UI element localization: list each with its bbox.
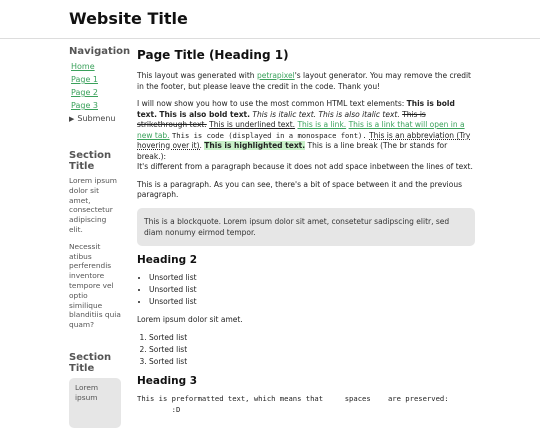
text: I will now show you how to use the most common HTML text elements: — [137, 99, 407, 108]
pre-line: :D — [137, 405, 181, 414]
list-item: 3. Sorted list — [149, 356, 475, 368]
elements-paragraph — [137, 99, 475, 173]
triangle-right-icon: ▶ — [69, 115, 75, 123]
section-text: Lorem ipsum dolor sit amet, consectetur adipiscing elit. — [69, 176, 117, 234]
site-title: Website Title — [69, 9, 188, 28]
list-item: • Unsorted list — [149, 284, 475, 296]
new-tab-link[interactable]: This is a link that will open in a new tab. — [137, 120, 465, 140]
abbreviation-text: This is an abbreviation (Try hovering over it). — [137, 130, 471, 150]
section-title: Section Title — [69, 150, 112, 172]
paragraph: Lorem ipsum dolor sit amet. — [137, 314, 243, 324]
paragraph: This is a paragraph. As you can see, there's a bit of space between it and the previous paragraph. — [137, 179, 462, 199]
nav-heading: Navigation — [69, 46, 131, 57]
list-item: 2. Sorted list — [149, 344, 475, 356]
pre-line: This is preformatted text, which means that spaces are preserved: — [137, 394, 449, 403]
text: This layout was generated with — [137, 71, 257, 80]
submenu-toggle[interactable] — [69, 114, 121, 124]
bold-text: This is bold text. — [137, 99, 455, 119]
list-item: • Unsorted list — [149, 272, 475, 284]
credit-link[interactable]: petrapixel — [256, 71, 295, 80]
nav-item-page-1[interactable]: Page 1 — [71, 75, 98, 84]
main-content — [137, 48, 475, 415]
bold-text: This is also bold text. — [159, 109, 250, 119]
text: It's different from a paragraph because it does not add space inbetween the lines of text. — [137, 162, 473, 171]
text-link[interactable]: This is a link. — [297, 120, 347, 129]
preformatted-text — [137, 393, 475, 415]
strikethrough-text: This is strikethrough text. — [137, 109, 426, 129]
list-item: 1. Sorted list — [149, 332, 475, 344]
text: 's layout generator. You may remove the credit in the footer, but please leave the credit in the code. Thank you! — [137, 71, 471, 91]
nav-item-home[interactable]: Home — [71, 62, 95, 71]
intro-paragraph — [137, 71, 475, 92]
nav-item-page-2[interactable]: Page 2 — [71, 88, 98, 97]
heading-3: Heading 3 — [137, 375, 198, 387]
code-text: This is code (displayed in a monospace font). — [171, 130, 367, 140]
list-item: • Unsorted list — [149, 296, 475, 308]
sidebar — [69, 46, 131, 428]
underlined-text: This is underlined text. — [209, 120, 296, 129]
highlighted-text: This is highlighted text. — [204, 141, 306, 150]
section-box — [69, 378, 121, 428]
section-text: Necessit atibus perferendis inventore tempore vel optio similique blanditiis quia quam? — [69, 241, 121, 330]
blockquote: This is a blockquote. Lorem ipsum dolor sit amet, consetetur sadipscing elitr, sed diam nonumy eirmod tempor. — [137, 208, 475, 246]
heading-2: Heading 2 — [137, 253, 198, 266]
italic-text: This is also italic text. — [318, 109, 400, 119]
submenu-label: Submenu — [77, 114, 116, 123]
site-header — [0, 0, 540, 39]
italic-text: This is italic text. — [252, 109, 317, 119]
section-box-text: Lorem ipsum — [75, 382, 99, 402]
unordered-list — [137, 272, 475, 308]
nav-item-page-3[interactable]: Page 3 — [71, 101, 98, 110]
section-title: Section Title — [69, 351, 112, 374]
ordered-list — [137, 332, 475, 368]
page-title: Page Title (Heading 1) — [137, 48, 289, 62]
text: This is a line break (The br stands for break.): — [137, 141, 448, 161]
